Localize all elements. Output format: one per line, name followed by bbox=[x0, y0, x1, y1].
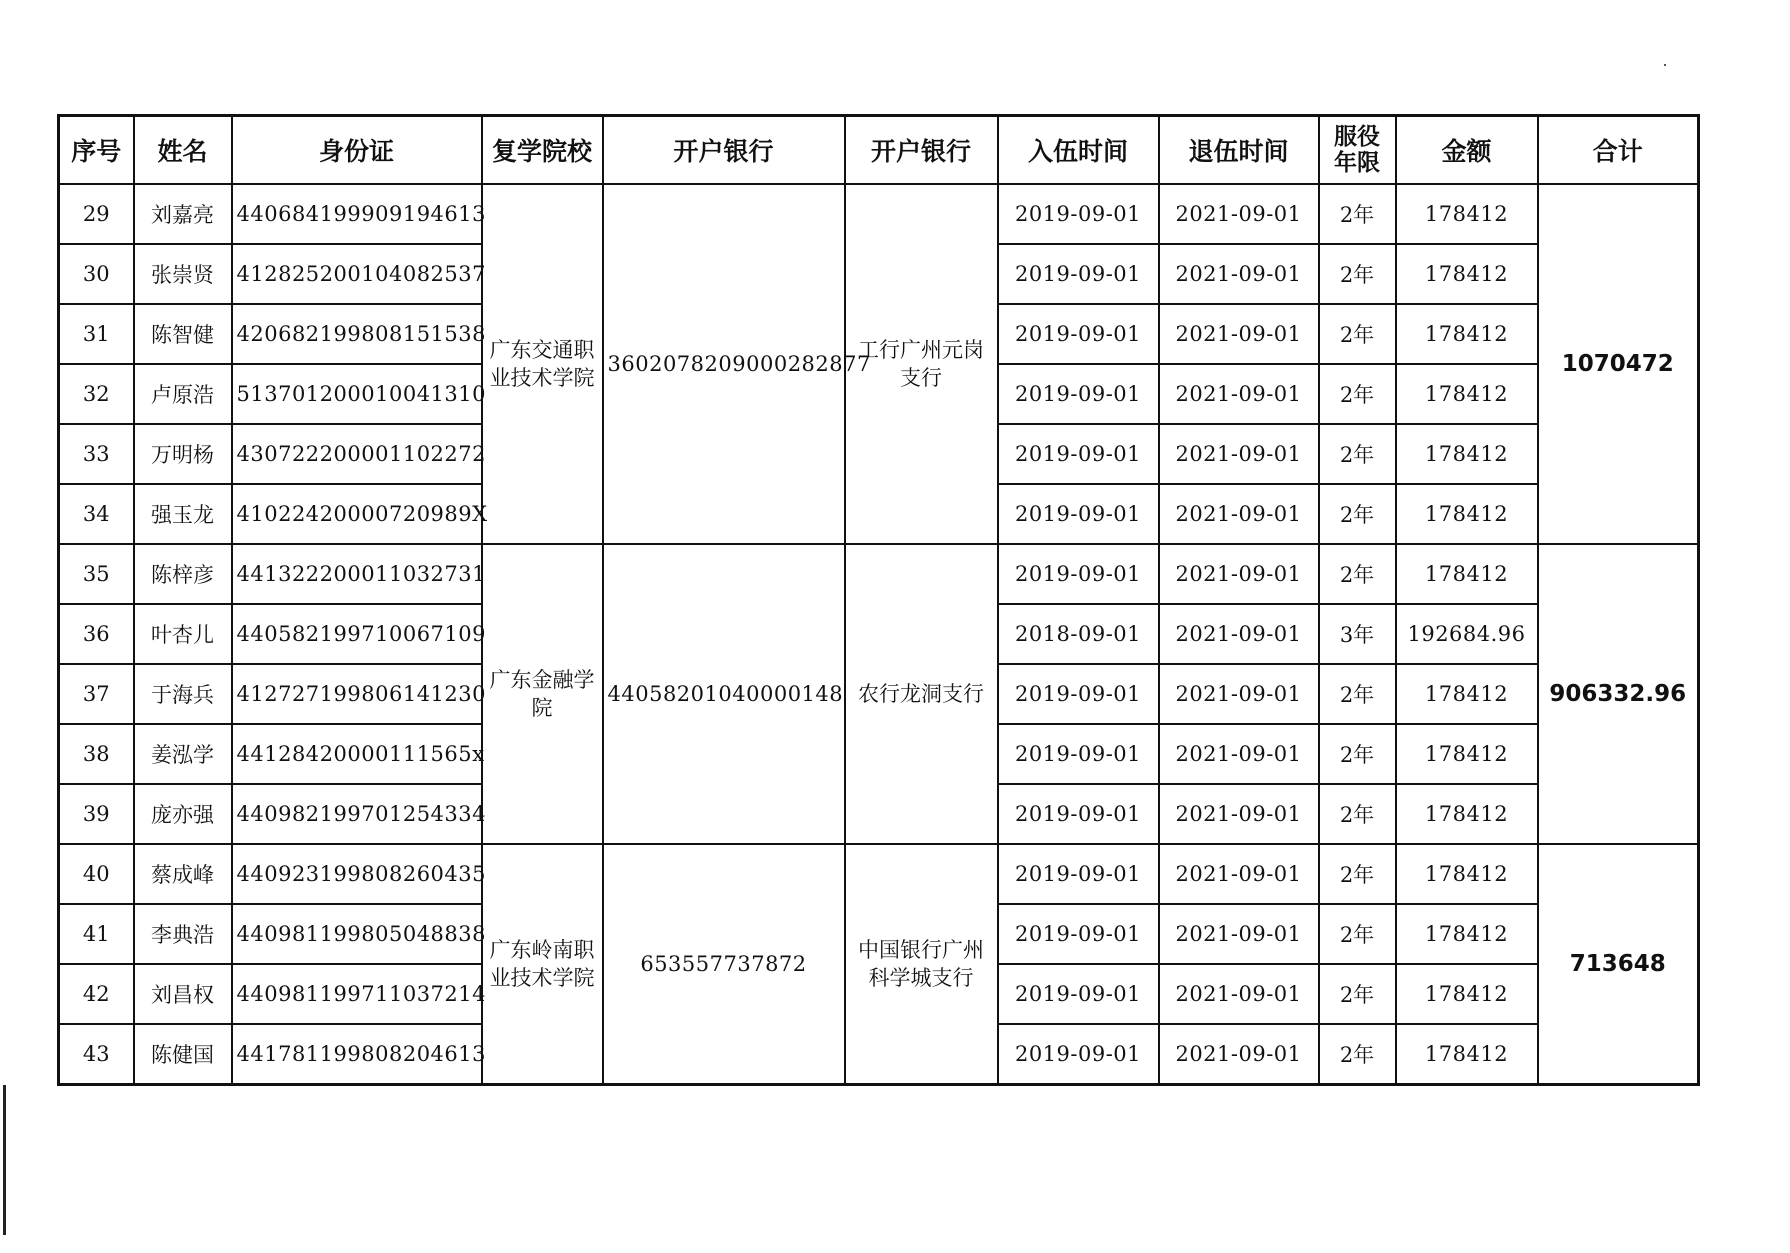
cell-name: 陈健国 bbox=[134, 1024, 232, 1085]
cell-id-number: 440981199805048838 bbox=[232, 904, 482, 964]
cell-id-number: 440684199909194613 bbox=[232, 184, 482, 244]
table-header-row bbox=[59, 116, 1699, 185]
cell-seq: 33 bbox=[59, 424, 134, 484]
cell-amount: 178412 bbox=[1396, 784, 1538, 844]
cell-enlist-date: 2019-09-01 bbox=[998, 904, 1159, 964]
cell-seq: 43 bbox=[59, 1024, 134, 1085]
cell-id-number: 440923199808260435 bbox=[232, 844, 482, 904]
cell-service-years: 2年 bbox=[1319, 244, 1396, 304]
cell-name: 卢原浩 bbox=[134, 364, 232, 424]
cell-name: 于海兵 bbox=[134, 664, 232, 724]
cell-enlist-date: 2019-09-01 bbox=[998, 844, 1159, 904]
cell-discharge-date: 2021-09-01 bbox=[1159, 844, 1319, 904]
cell-amount: 192684.96 bbox=[1396, 604, 1538, 664]
cell-seq: 34 bbox=[59, 484, 134, 544]
cell-name: 刘昌权 bbox=[134, 964, 232, 1024]
cell-seq: 29 bbox=[59, 184, 134, 244]
cell-id-number: 440582199710067109 bbox=[232, 604, 482, 664]
cell-amount: 178412 bbox=[1396, 484, 1538, 544]
cell-seq: 36 bbox=[59, 604, 134, 664]
cell-seq: 40 bbox=[59, 844, 134, 904]
cell-seq: 39 bbox=[59, 784, 134, 844]
cell-discharge-date: 2021-09-01 bbox=[1159, 184, 1319, 244]
cell-enlist-date: 2019-09-01 bbox=[998, 964, 1159, 1024]
cell-seq: 31 bbox=[59, 304, 134, 364]
cell-discharge-date: 2021-09-01 bbox=[1159, 904, 1319, 964]
cell-amount: 178412 bbox=[1396, 304, 1538, 364]
header-seq: 序号 bbox=[59, 116, 134, 185]
cell-service-years: 2年 bbox=[1319, 184, 1396, 244]
cell-name: 刘嘉亮 bbox=[134, 184, 232, 244]
cell-enlist-date: 2019-09-01 bbox=[998, 724, 1159, 784]
header-enlist: 入伍时间 bbox=[998, 116, 1159, 185]
cell-name: 姜泓学 bbox=[134, 724, 232, 784]
cell-service-years: 2年 bbox=[1319, 664, 1396, 724]
cell-id-number: 41022420000720989X bbox=[232, 484, 482, 544]
header-school: 复学院校 bbox=[482, 116, 603, 185]
cell-name: 叶杏儿 bbox=[134, 604, 232, 664]
cell-service-years: 2年 bbox=[1319, 424, 1396, 484]
cell-discharge-date: 2021-09-01 bbox=[1159, 484, 1319, 544]
cell-service-years: 2年 bbox=[1319, 904, 1396, 964]
cell-service-years: 2年 bbox=[1319, 844, 1396, 904]
cell-service-years: 2年 bbox=[1319, 1024, 1396, 1085]
cell-seq: 35 bbox=[59, 544, 134, 604]
veteran-subsidy-table bbox=[57, 114, 1700, 1086]
cell-discharge-date: 2021-09-01 bbox=[1159, 364, 1319, 424]
cell-name: 蔡成峰 bbox=[134, 844, 232, 904]
header-name: 姓名 bbox=[134, 116, 232, 185]
cell-enlist-date: 2019-09-01 bbox=[998, 244, 1159, 304]
cell-bank-branch: 中国银行广州科学城支行 bbox=[845, 844, 998, 1085]
cell-discharge-date: 2021-09-01 bbox=[1159, 604, 1319, 664]
cell-discharge-date: 2021-09-01 bbox=[1159, 784, 1319, 844]
cell-id-number: 430722200001102272 bbox=[232, 424, 482, 484]
cell-name: 万明杨 bbox=[134, 424, 232, 484]
cell-seq: 30 bbox=[59, 244, 134, 304]
cell-amount: 178412 bbox=[1396, 904, 1538, 964]
cell-id-number: 440981199711037214 bbox=[232, 964, 482, 1024]
cell-discharge-date: 2021-09-01 bbox=[1159, 544, 1319, 604]
cell-seq: 41 bbox=[59, 904, 134, 964]
header-id: 身份证 bbox=[232, 116, 482, 185]
cell-id-number: 412727199806141230 bbox=[232, 664, 482, 724]
cell-discharge-date: 2021-09-01 bbox=[1159, 724, 1319, 784]
cell-name: 李典浩 bbox=[134, 904, 232, 964]
cell-amount: 178412 bbox=[1396, 844, 1538, 904]
cell-enlist-date: 2019-09-01 bbox=[998, 424, 1159, 484]
cell-enlist-date: 2019-09-01 bbox=[998, 1024, 1159, 1085]
cell-bank-branch: 工行广州元岗支行 bbox=[845, 184, 998, 544]
cell-name: 陈智健 bbox=[134, 304, 232, 364]
cell-bank-branch: 农行龙洞支行 bbox=[845, 544, 998, 844]
cell-seq: 38 bbox=[59, 724, 134, 784]
cell-bank-account: 44058201040000148 bbox=[603, 544, 845, 844]
header-account: 开户银行 bbox=[603, 116, 845, 185]
cell-bank-account: 653557737872 bbox=[603, 844, 845, 1085]
cell-enlist-date: 2019-09-01 bbox=[998, 664, 1159, 724]
cell-group-total: 1070472 bbox=[1538, 184, 1699, 544]
cell-id-number: 412825200104082537 bbox=[232, 244, 482, 304]
cell-group-total: 906332.96 bbox=[1538, 544, 1699, 844]
cell-bank-account: 3602078209000282877 bbox=[603, 184, 845, 544]
header-discharge: 退伍时间 bbox=[1159, 116, 1319, 185]
cell-name: 庞亦强 bbox=[134, 784, 232, 844]
cell-name: 陈梓彦 bbox=[134, 544, 232, 604]
cell-enlist-date: 2018-09-01 bbox=[998, 604, 1159, 664]
cell-service-years: 2年 bbox=[1319, 964, 1396, 1024]
cell-enlist-date: 2019-09-01 bbox=[998, 784, 1159, 844]
cell-amount: 178412 bbox=[1396, 1024, 1538, 1085]
cell-service-years: 2年 bbox=[1319, 784, 1396, 844]
header-amount: 金额 bbox=[1396, 116, 1538, 185]
cell-service-years: 2年 bbox=[1319, 304, 1396, 364]
cell-id-number: 441322200011032731 bbox=[232, 544, 482, 604]
cell-seq: 32 bbox=[59, 364, 134, 424]
cell-discharge-date: 2021-09-01 bbox=[1159, 304, 1319, 364]
cell-id-number: 441781199808204613 bbox=[232, 1024, 482, 1085]
cell-group-total: 713648 bbox=[1538, 844, 1699, 1085]
cell-amount: 178412 bbox=[1396, 664, 1538, 724]
cell-discharge-date: 2021-09-01 bbox=[1159, 244, 1319, 304]
cell-enlist-date: 2019-09-01 bbox=[998, 304, 1159, 364]
table-row bbox=[59, 184, 1699, 244]
cell-discharge-date: 2021-09-01 bbox=[1159, 1024, 1319, 1085]
cell-discharge-date: 2021-09-01 bbox=[1159, 664, 1319, 724]
cell-service-years: 3年 bbox=[1319, 604, 1396, 664]
cell-amount: 178412 bbox=[1396, 364, 1538, 424]
header-service-years: 服役年限 bbox=[1319, 116, 1396, 185]
cell-service-years: 2年 bbox=[1319, 364, 1396, 424]
cell-discharge-date: 2021-09-01 bbox=[1159, 964, 1319, 1024]
cell-school: 广东岭南职业技术学院 bbox=[482, 844, 603, 1085]
cell-name: 强玉龙 bbox=[134, 484, 232, 544]
cell-enlist-date: 2019-09-01 bbox=[998, 484, 1159, 544]
cell-id-number: 420682199808151538 bbox=[232, 304, 482, 364]
scan-edge-mark bbox=[3, 1085, 6, 1235]
cell-seq: 37 bbox=[59, 664, 134, 724]
cell-enlist-date: 2019-09-01 bbox=[998, 184, 1159, 244]
cell-id-number: 44128420000111565x bbox=[232, 724, 482, 784]
cell-service-years: 2年 bbox=[1319, 544, 1396, 604]
cell-seq: 42 bbox=[59, 964, 134, 1024]
header-total: 合计 bbox=[1538, 116, 1699, 185]
cell-amount: 178412 bbox=[1396, 424, 1538, 484]
cell-name: 张崇贤 bbox=[134, 244, 232, 304]
cell-service-years: 2年 bbox=[1319, 484, 1396, 544]
cell-amount: 178412 bbox=[1396, 184, 1538, 244]
header-bank: 开户银行 bbox=[845, 116, 998, 185]
cell-school: 广东交通职业技术学院 bbox=[482, 184, 603, 544]
cell-id-number: 513701200010041310 bbox=[232, 364, 482, 424]
cell-amount: 178412 bbox=[1396, 244, 1538, 304]
cell-enlist-date: 2019-09-01 bbox=[998, 544, 1159, 604]
cell-amount: 178412 bbox=[1396, 964, 1538, 1024]
table-row bbox=[59, 544, 1699, 604]
cell-discharge-date: 2021-09-01 bbox=[1159, 424, 1319, 484]
scan-speck bbox=[1664, 64, 1666, 66]
cell-enlist-date: 2019-09-01 bbox=[998, 364, 1159, 424]
table-row bbox=[59, 844, 1699, 904]
cell-amount: 178412 bbox=[1396, 544, 1538, 604]
cell-service-years: 2年 bbox=[1319, 724, 1396, 784]
table-body bbox=[59, 184, 1699, 1085]
cell-amount: 178412 bbox=[1396, 724, 1538, 784]
cell-id-number: 440982199701254334 bbox=[232, 784, 482, 844]
cell-school: 广东金融学院 bbox=[482, 544, 603, 844]
